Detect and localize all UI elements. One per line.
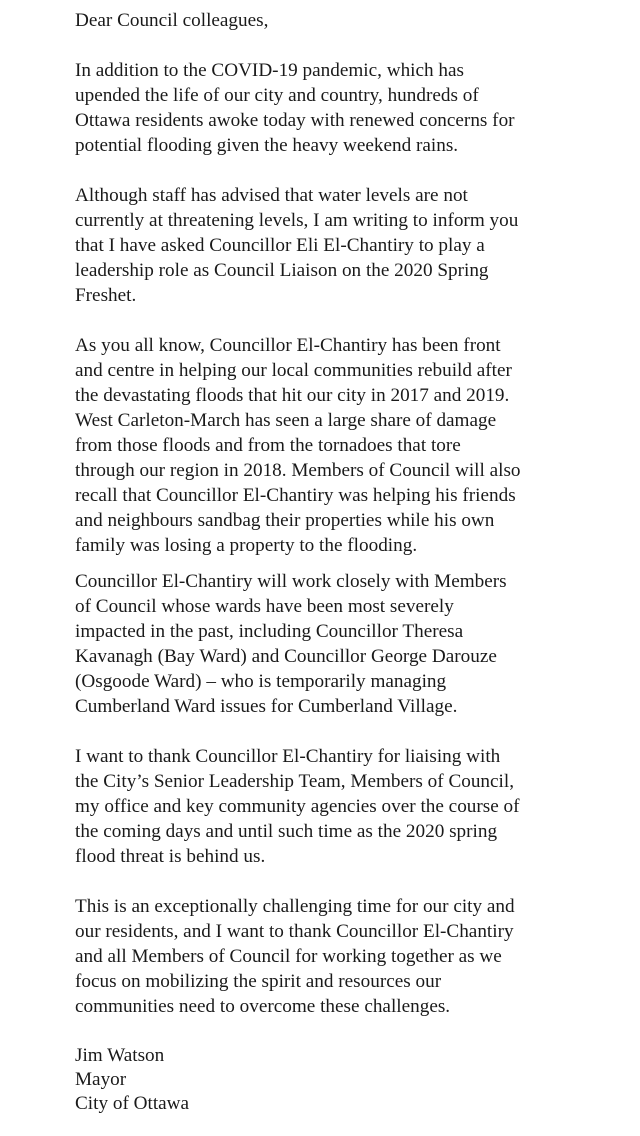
letter — [75, 8, 623, 1116]
paragraph-line: currently at threatening levels, I am writing to inform you — [75, 210, 519, 231]
signature-block — [75, 1044, 623, 1116]
paragraph-line: West Carleton-March has seen a large share of damage — [75, 410, 497, 431]
paragraph-line: our residents, and I want to thank Councillor El-Chantiry — [75, 921, 514, 942]
paragraph-line: (Osgoode Ward) – who is temporarily managing — [75, 671, 447, 692]
paragraph-line: Although staff has advised that water levels are not — [75, 185, 468, 206]
signature-name: Jim Watson — [75, 1045, 165, 1066]
paragraph-line: the devastating floods that hit our city in 2017 and 2019. — [75, 385, 510, 406]
paragraph-line: from those floods and from the tornadoes that tore — [75, 435, 461, 456]
paragraph-line: In addition to the COVID-19 pandemic, which has — [75, 60, 464, 81]
paragraph-line: flood threat is behind us. — [75, 846, 266, 867]
paragraph-line: As you all know, Councillor El-Chantiry has been front — [75, 335, 501, 356]
paragraph-line: the City’s Senior Leadership Team, Members of Council, — [75, 771, 514, 792]
paragraph-line: and neighbours sandbag their properties while his own — [75, 510, 495, 531]
paragraph-ward-collaboration — [75, 569, 623, 719]
paragraph-line: focus on mobilizing the spirit and resources our — [75, 971, 442, 992]
paragraph-line: I want to thank Councillor El-Chantiry for liaising with — [75, 746, 501, 767]
paragraph-line: impacted in the past, including Councillor Theresa — [75, 621, 464, 642]
paragraph-thanks-liaising — [75, 744, 623, 869]
paragraph-line: potential flooding given the heavy weekend rains. — [75, 135, 459, 156]
paragraph-line: leadership role as Council Liaison on the 2020 Spring — [75, 260, 489, 281]
paragraph-el-chantiry-background — [75, 333, 623, 558]
paragraph-line: Councillor El-Chantiry will work closely with Members — [75, 571, 507, 592]
paragraph-line: communities need to overcome these challenges. — [75, 996, 451, 1017]
paragraph-line: through our region in 2018. Members of Council will also — [75, 460, 521, 481]
paragraph-covid-flooding — [75, 58, 623, 158]
paragraph-line: Ottawa residents awoke today with renewed concerns for — [75, 110, 515, 131]
paragraph-council-liaison — [75, 183, 623, 308]
paragraph-line: that I have asked Councillor Eli El-Chantiry to play a — [75, 235, 485, 256]
paragraph-line: and centre in helping our local communities rebuild after — [75, 360, 512, 381]
paragraph-line: family was losing a property to the flooding. — [75, 535, 418, 556]
paragraph-line: upended the life of our city and country, hundreds of — [75, 85, 479, 106]
paragraph-line: the coming days and until such time as the 2020 spring — [75, 821, 498, 842]
paragraph-line: Cumberland Ward issues for Cumberland Village. — [75, 696, 458, 717]
paragraph-line: of Council whose wards have been most severely — [75, 596, 454, 617]
salutation: Dear Council colleagues, — [75, 10, 269, 31]
signature-title: Mayor — [75, 1069, 127, 1090]
paragraph-line: Freshet. — [75, 285, 137, 306]
signature-organization: City of Ottawa — [75, 1093, 190, 1114]
paragraph-line: and all Members of Council for working together as we — [75, 946, 502, 967]
paragraph-closing-thanks — [75, 894, 623, 1019]
paragraph-line: my office and key community agencies over the course of — [75, 796, 520, 817]
paragraph-line: recall that Councillor El-Chantiry was helping his friends — [75, 485, 516, 506]
paragraph-line: This is an exceptionally challenging time for our city and — [75, 896, 515, 917]
paragraph-line: Kavanagh (Bay Ward) and Councillor George Darouze — [75, 646, 497, 667]
